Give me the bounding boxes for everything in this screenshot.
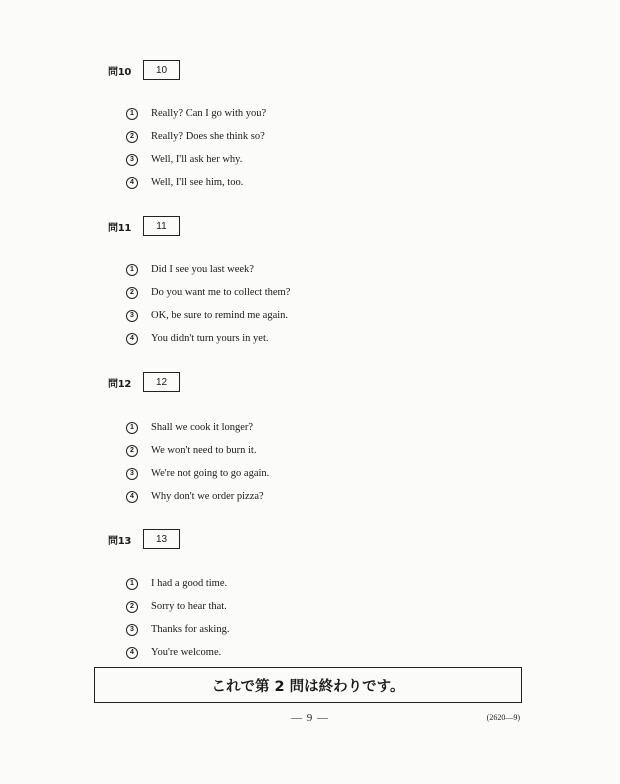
option-item [126, 281, 290, 304]
page-number: — 9 — [291, 712, 329, 724]
option-text: OK, be sure to remind me again. [151, 310, 289, 321]
question-header [108, 372, 180, 392]
option-number: 3 [126, 310, 138, 322]
option-text: You didn't turn yours in yet. [151, 333, 269, 344]
option-text: We won't need to burn it. [151, 445, 257, 456]
end-of-section-notice: これで第 2 問は終わりです。 [94, 667, 522, 703]
question-label: 問11 [108, 222, 132, 234]
option-list [126, 258, 290, 350]
option-text: Did I see you last week? [151, 264, 254, 275]
option-number: 2 [126, 131, 138, 143]
option-text: Well, I'll ask her why. [151, 154, 243, 165]
option-item [126, 416, 269, 439]
answer-box: 12 [143, 372, 180, 392]
option-number: 1 [126, 578, 138, 590]
question-label: 問13 [108, 535, 132, 547]
option-text: Sorry to hear that. [151, 601, 227, 612]
option-number: 3 [126, 624, 138, 636]
option-number: 4 [126, 177, 138, 189]
option-item [126, 327, 290, 350]
option-text: We're not going to go again. [151, 468, 270, 479]
option-item [126, 462, 269, 485]
option-number: 2 [126, 601, 138, 613]
option-text: Thanks for asking. [151, 624, 230, 635]
option-number: 1 [126, 108, 138, 120]
option-text: Do you want me to collect them? [151, 287, 291, 298]
option-item [126, 595, 229, 618]
option-item [126, 439, 269, 462]
option-number: 1 [126, 422, 138, 434]
option-item [126, 258, 290, 281]
option-number: 1 [126, 264, 138, 276]
option-list [126, 416, 269, 508]
option-item [126, 485, 269, 508]
answer-box: 13 [143, 529, 180, 549]
option-number: 4 [126, 491, 138, 503]
option-list [126, 102, 266, 194]
answer-box: 10 [143, 60, 180, 80]
option-text: Shall we cook it longer? [151, 422, 254, 433]
option-number: 3 [126, 468, 138, 480]
option-text: Really? Can I go with you? [151, 108, 267, 119]
option-text: You're welcome. [151, 647, 222, 658]
option-item [126, 171, 266, 194]
option-item [126, 572, 229, 595]
question-header [108, 216, 180, 236]
option-item [126, 304, 290, 327]
option-number: 4 [126, 333, 138, 345]
option-item [126, 125, 266, 148]
option-number: 3 [126, 154, 138, 166]
question-header [108, 529, 180, 549]
question-label: 問12 [108, 378, 132, 390]
question-header [108, 60, 180, 80]
option-number: 2 [126, 445, 138, 457]
option-list [126, 572, 229, 664]
option-number: 4 [126, 647, 138, 659]
option-item [126, 618, 229, 641]
question-label: 問10 [108, 66, 132, 78]
option-text: Why don't we order pizza? [151, 491, 264, 502]
answer-box: 11 [143, 216, 180, 236]
option-item [126, 148, 266, 171]
option-text: I had a good time. [151, 578, 228, 589]
option-text: Well, I'll see him, too. [151, 177, 244, 188]
option-item [126, 102, 266, 125]
option-item [126, 641, 229, 664]
page-code: (2620—9) [486, 713, 520, 722]
option-number: 2 [126, 287, 138, 299]
option-text: Really? Does she think so? [151, 131, 265, 142]
